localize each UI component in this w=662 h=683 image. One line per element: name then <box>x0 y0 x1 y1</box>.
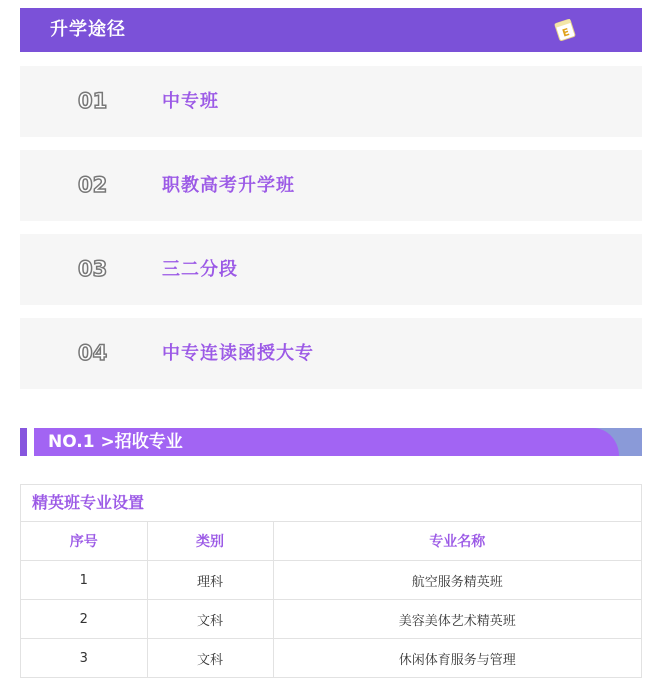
banner-accent-bar <box>20 428 27 456</box>
cell-major-name: 休闲体育服务与管理 <box>398 652 516 668</box>
path-label: 三二分段 <box>162 259 238 280</box>
header-index: 序号 <box>21 522 147 561</box>
path-card-1[interactable] <box>20 66 642 137</box>
path-label: 中专连读函授大专 <box>162 343 314 364</box>
cell-index: 2 <box>21 600 147 639</box>
cell-category: 文科 <box>147 639 273 678</box>
section-banner <box>20 428 642 456</box>
cell-index: 1 <box>21 561 147 600</box>
path-label: 中专班 <box>162 91 219 112</box>
path-card-2[interactable] <box>20 150 642 221</box>
header-title: 升学途径 <box>50 19 126 40</box>
path-card-4[interactable] <box>20 318 642 389</box>
path-number: 03 <box>78 257 108 281</box>
cell-index: 3 <box>21 639 147 678</box>
table-header-row <box>21 522 641 561</box>
path-number: 04 <box>78 341 108 365</box>
path-number: 01 <box>78 89 108 113</box>
path-list <box>20 66 642 402</box>
section-header <box>20 8 642 52</box>
cell-category: 文科 <box>147 600 273 639</box>
banner-title: NO.1 >招收专业 <box>48 432 183 452</box>
note-e-icon <box>552 17 578 43</box>
table-row <box>21 639 641 678</box>
cell-major-name: 航空服务精英班 <box>273 561 641 600</box>
path-card-3[interactable] <box>20 234 642 305</box>
path-label: 职教高考升学班 <box>162 175 295 196</box>
major-table-box <box>20 484 642 678</box>
cell-category: 理科 <box>147 561 273 600</box>
svg-text:E: E <box>561 27 572 40</box>
header-category: 类别 <box>147 522 273 561</box>
table-row <box>21 561 641 600</box>
table-caption: 精英班专业设置 <box>21 485 641 522</box>
path-number: 02 <box>78 173 108 197</box>
header-major-name: 专业名称 <box>273 522 641 561</box>
major-table <box>21 522 641 677</box>
table-row <box>21 600 641 639</box>
cell-major-name: 美容美体艺术精英班 <box>273 600 641 639</box>
